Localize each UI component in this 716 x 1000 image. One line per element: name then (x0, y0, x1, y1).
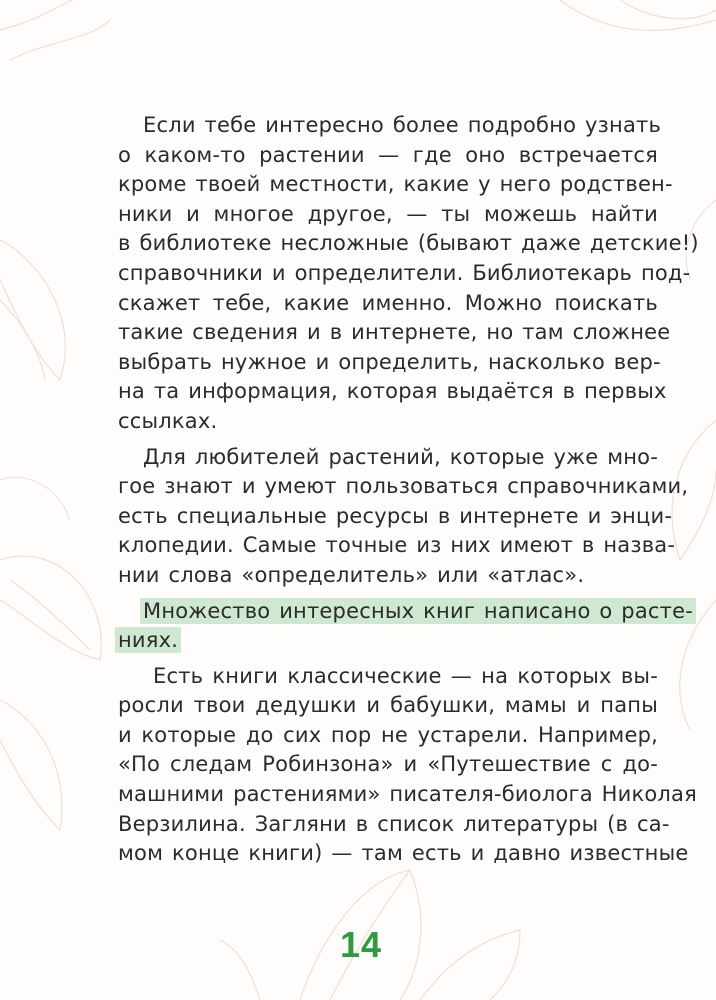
text-line: машними растениями» писателя-биолога Николая (118, 782, 697, 807)
highlighted-line (118, 597, 693, 627)
text-line: есть специальные ресурсы в интернете и энци- (118, 503, 673, 528)
text-line: кроме твоей местности, какие у него родствен- (118, 172, 673, 197)
text-line: мом конце книги) — там есть и давно известные (118, 841, 689, 866)
paragraph-2 (118, 443, 689, 591)
text-line: в библиотеке несложные (бывают даже детские!) (118, 231, 699, 256)
paragraph-3-highlighted (118, 597, 693, 656)
page-number: 14 (340, 924, 383, 965)
text-line: Если тебе интересно более подробно узнать (143, 113, 662, 137)
text-line: скажет тебе, какие именно. Можно поискать (118, 290, 658, 315)
text-line: ники и многое другое, — ты можешь найти (118, 201, 658, 226)
text-line: такие сведения и в интернете, но там сложнее (118, 320, 671, 345)
text-line: ссылках. (118, 408, 218, 433)
text-line: Есть книги классические — на которых вы- (153, 663, 658, 688)
text-line: выбрать нужное и определить, насколько вер- (118, 349, 661, 374)
text-line: на та информация, которая выдаётся в первых (118, 379, 667, 404)
text-line: гое знают и умеют пользоваться справочниками, (118, 474, 689, 499)
text-line: клопедии. Самые точные из них имеют в назва- (118, 533, 676, 558)
text-line: и которые до сих пор не устарели. Например, (118, 722, 658, 747)
text-line: Для любителей растений, которые уже мно- (143, 444, 658, 469)
text-line: росли твои дедушки и бабушки, мамы и папы (118, 693, 658, 718)
text-line: Верзилина. Загляни в список литературы (в са- (118, 811, 670, 836)
body-text (118, 111, 699, 869)
highlight-mark: ниях. (118, 628, 179, 653)
highlighted-line (118, 626, 658, 656)
text-line: «По следам Робинзона» и «Путешествие с до- (118, 752, 658, 777)
highlight-mark: Множество интересных книг написано о расте- (143, 598, 693, 623)
paragraph-1 (118, 111, 699, 437)
text-line: о каком-то растении — где оно встречается (118, 142, 658, 167)
text-line: справочники и определители. Библиотекарь под- (118, 260, 691, 285)
paragraph-4 (118, 662, 697, 869)
text-line: нии слова «определитель» или «атлас». (118, 562, 585, 587)
